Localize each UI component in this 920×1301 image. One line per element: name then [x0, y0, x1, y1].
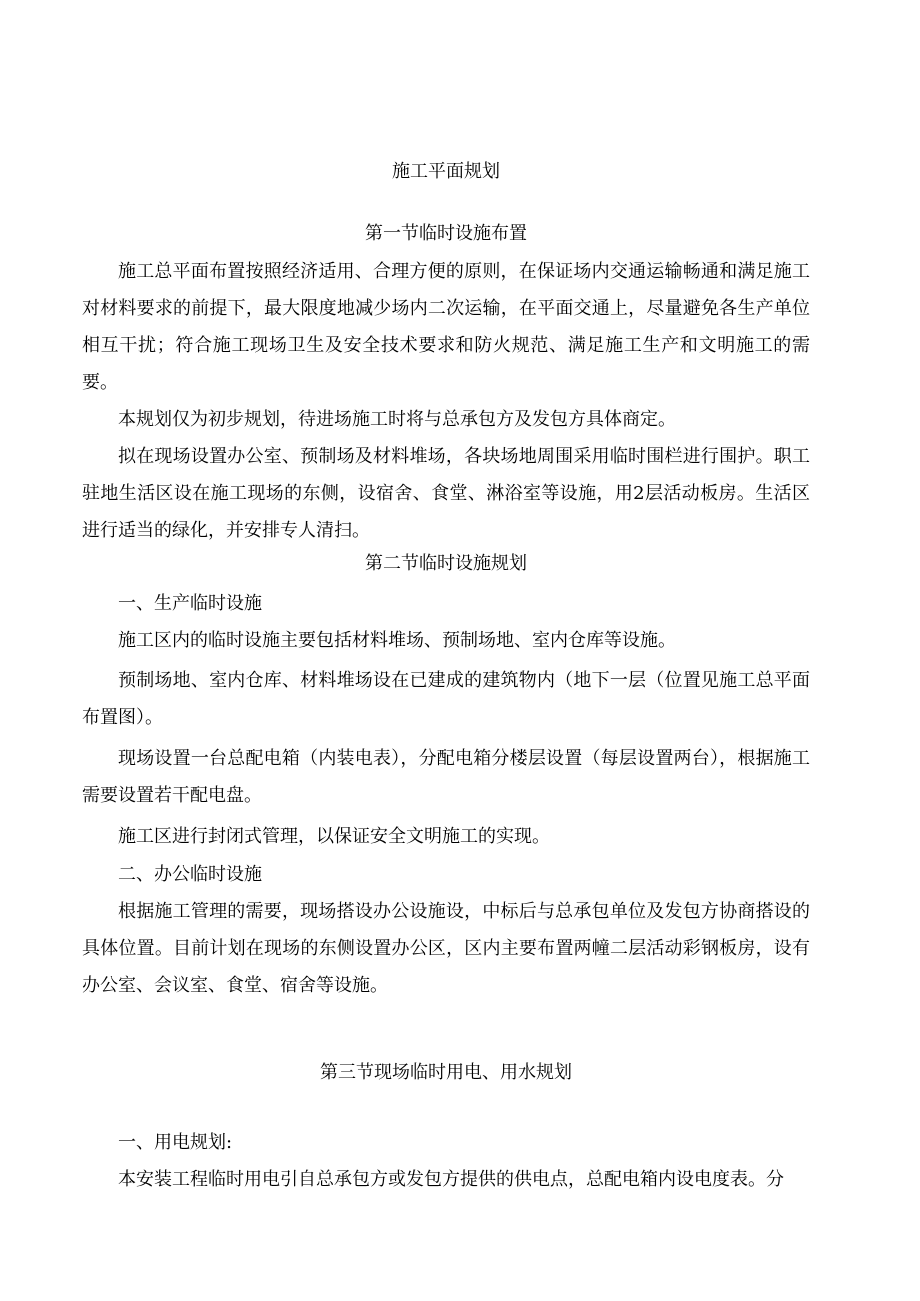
- section2-paragraph: 根据施工管理的需要，现场搭设办公设施设，中标后与总承包单位及发包方协商搭设的具体位置。目前计划在现场的东侧设置办公区，区内主要布置两幢二层活动彩钢板房，设有办公室、会议室、食堂、宿舍等设施。: [82, 901, 810, 996]
- section2-heading: 第二节临时设施规划: [365, 553, 527, 574]
- section2-paragraph: 施工区进行封闭式管理，以保证安全文明施工的实现。: [118, 826, 550, 847]
- document-page: [82, 0, 810, 1301]
- section1-paragraph: 拟在现场设置办公室、预制场及材料堆场，各块场地周围采用临时围栏进行围护。职工驻地生活区设在施工现场的东侧，设宿舍、食堂、淋浴室等设施，用2层活动板房。生活区进行适当的绿化，并安排专人清扫。: [82, 446, 810, 541]
- section2-paragraph: 现场设置一台总配电箱（内装电表），分配电箱分楼层设置（每层设置两台），根据施工需要设置若干配电盘。: [82, 748, 810, 806]
- section1-paragraph: 施工总平面布置按照经济适用、合理方便的原则，在保证场内交通运输畅通和满足施工对材料要求的前提下，最大限度地减少场内二次运输，在平面交通上，尽量避免各生产单位相互干扰；符合施工现场卫生及安全技术要求和防火规范、满足施工生产和文明施工的需要。: [82, 261, 810, 393]
- section1-heading: 第一节临时设施布置: [365, 223, 527, 244]
- section3-heading: 第三节现场临时用电、用水规划: [320, 1062, 572, 1083]
- section2-sub2-heading: 二、办公临时设施: [118, 864, 262, 885]
- section2-paragraph: 预制场地、室内仓库、材料堆场设在已建成的建筑物内（地下一层（位置见施工总平面布置图）。: [82, 670, 810, 728]
- section1-paragraph: 本规划仅为初步规划，待进场施工时将与总承包方及发包方具体商定。: [118, 409, 676, 430]
- section3-sub1-heading: 一、用电规划:: [118, 1132, 233, 1153]
- section3-paragraph: 本安装工程临时用电引自总承包方或发包方提供的供电点，总配电箱内设电度表。分: [118, 1169, 784, 1190]
- document-title: 施工平面规划: [392, 161, 500, 182]
- section2-sub1-heading: 一、生产临时设施: [118, 593, 262, 614]
- section2-paragraph: 施工区内的临时设施主要包括材料堆场、预制场地、室内仓库等设施。: [118, 630, 676, 651]
